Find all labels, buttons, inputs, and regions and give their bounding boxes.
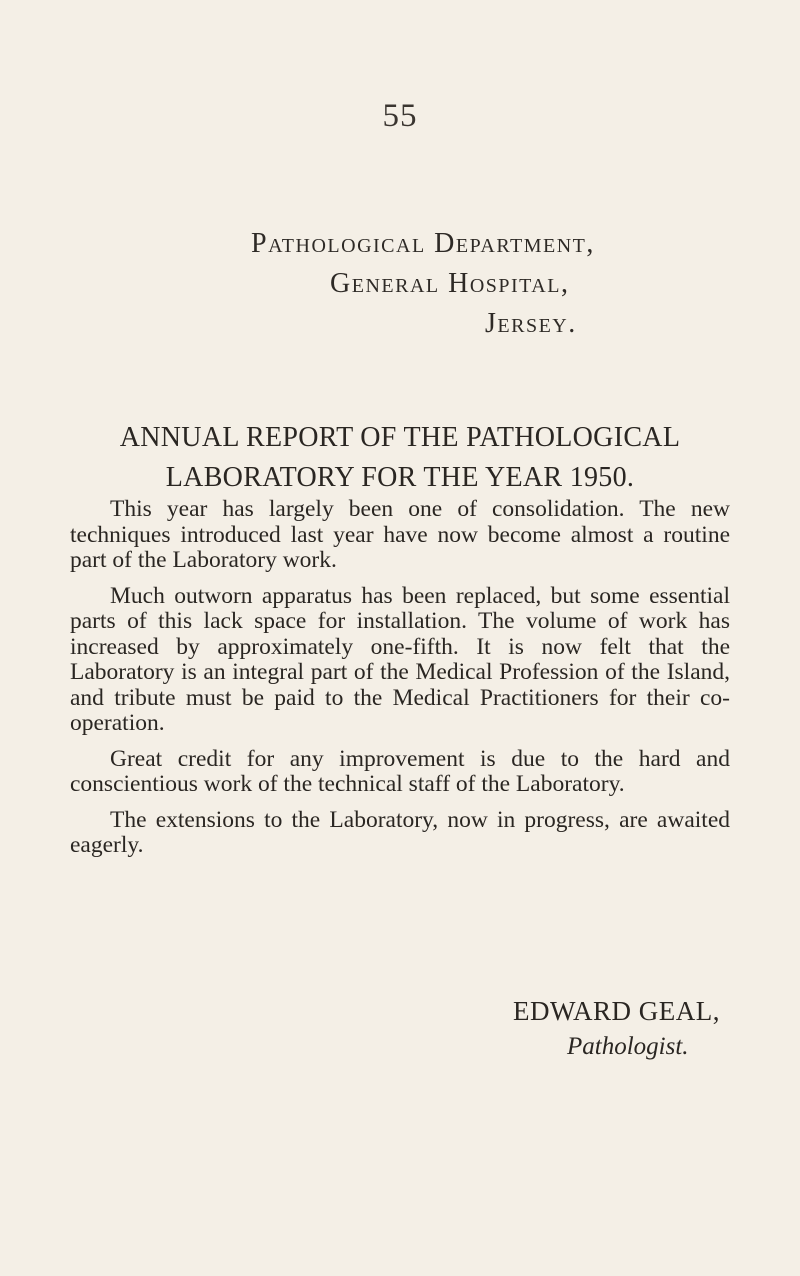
page-number: 55	[382, 98, 418, 134]
paragraph-extensions: The extensions to the Laboratory, now in progress, are awaited eagerly.	[70, 806, 730, 858]
paragraph-credit: Great credit for any improvement is due to the hard and conscientious work of the technical staff of the Laboratory.	[70, 745, 730, 797]
signature-role: Pathologist.	[567, 1033, 689, 1060]
paragraph-apparatus: Much outworn apparatus has been replaced, but some essential parts of this lack space for installation. The volume of work has increased by approximately one-fifth. It is now felt that the Laboratory is an integral part of the Medical Profession of the Island, and tribute must be paid to the Medical Practitioners for their co-operation.	[70, 582, 730, 736]
address-line-hospital: General Hospital,	[330, 268, 570, 299]
address-line-department: Pathological Department,	[251, 228, 595, 259]
report-title: ANNUAL REPORT OF THE PATHOLOGICAL LABORATORY FOR THE YEAR 1950.	[119, 422, 681, 493]
signature-name: EDWARD GEAL,	[513, 996, 720, 1026]
report-body	[70, 497, 730, 869]
paragraph-consolidation: This year has largely been one of consolidation. The new techniques introduced last year have now become almost a routine part of the Laboratory work.	[70, 496, 730, 573]
address-line-location: Jersey.	[485, 308, 577, 339]
